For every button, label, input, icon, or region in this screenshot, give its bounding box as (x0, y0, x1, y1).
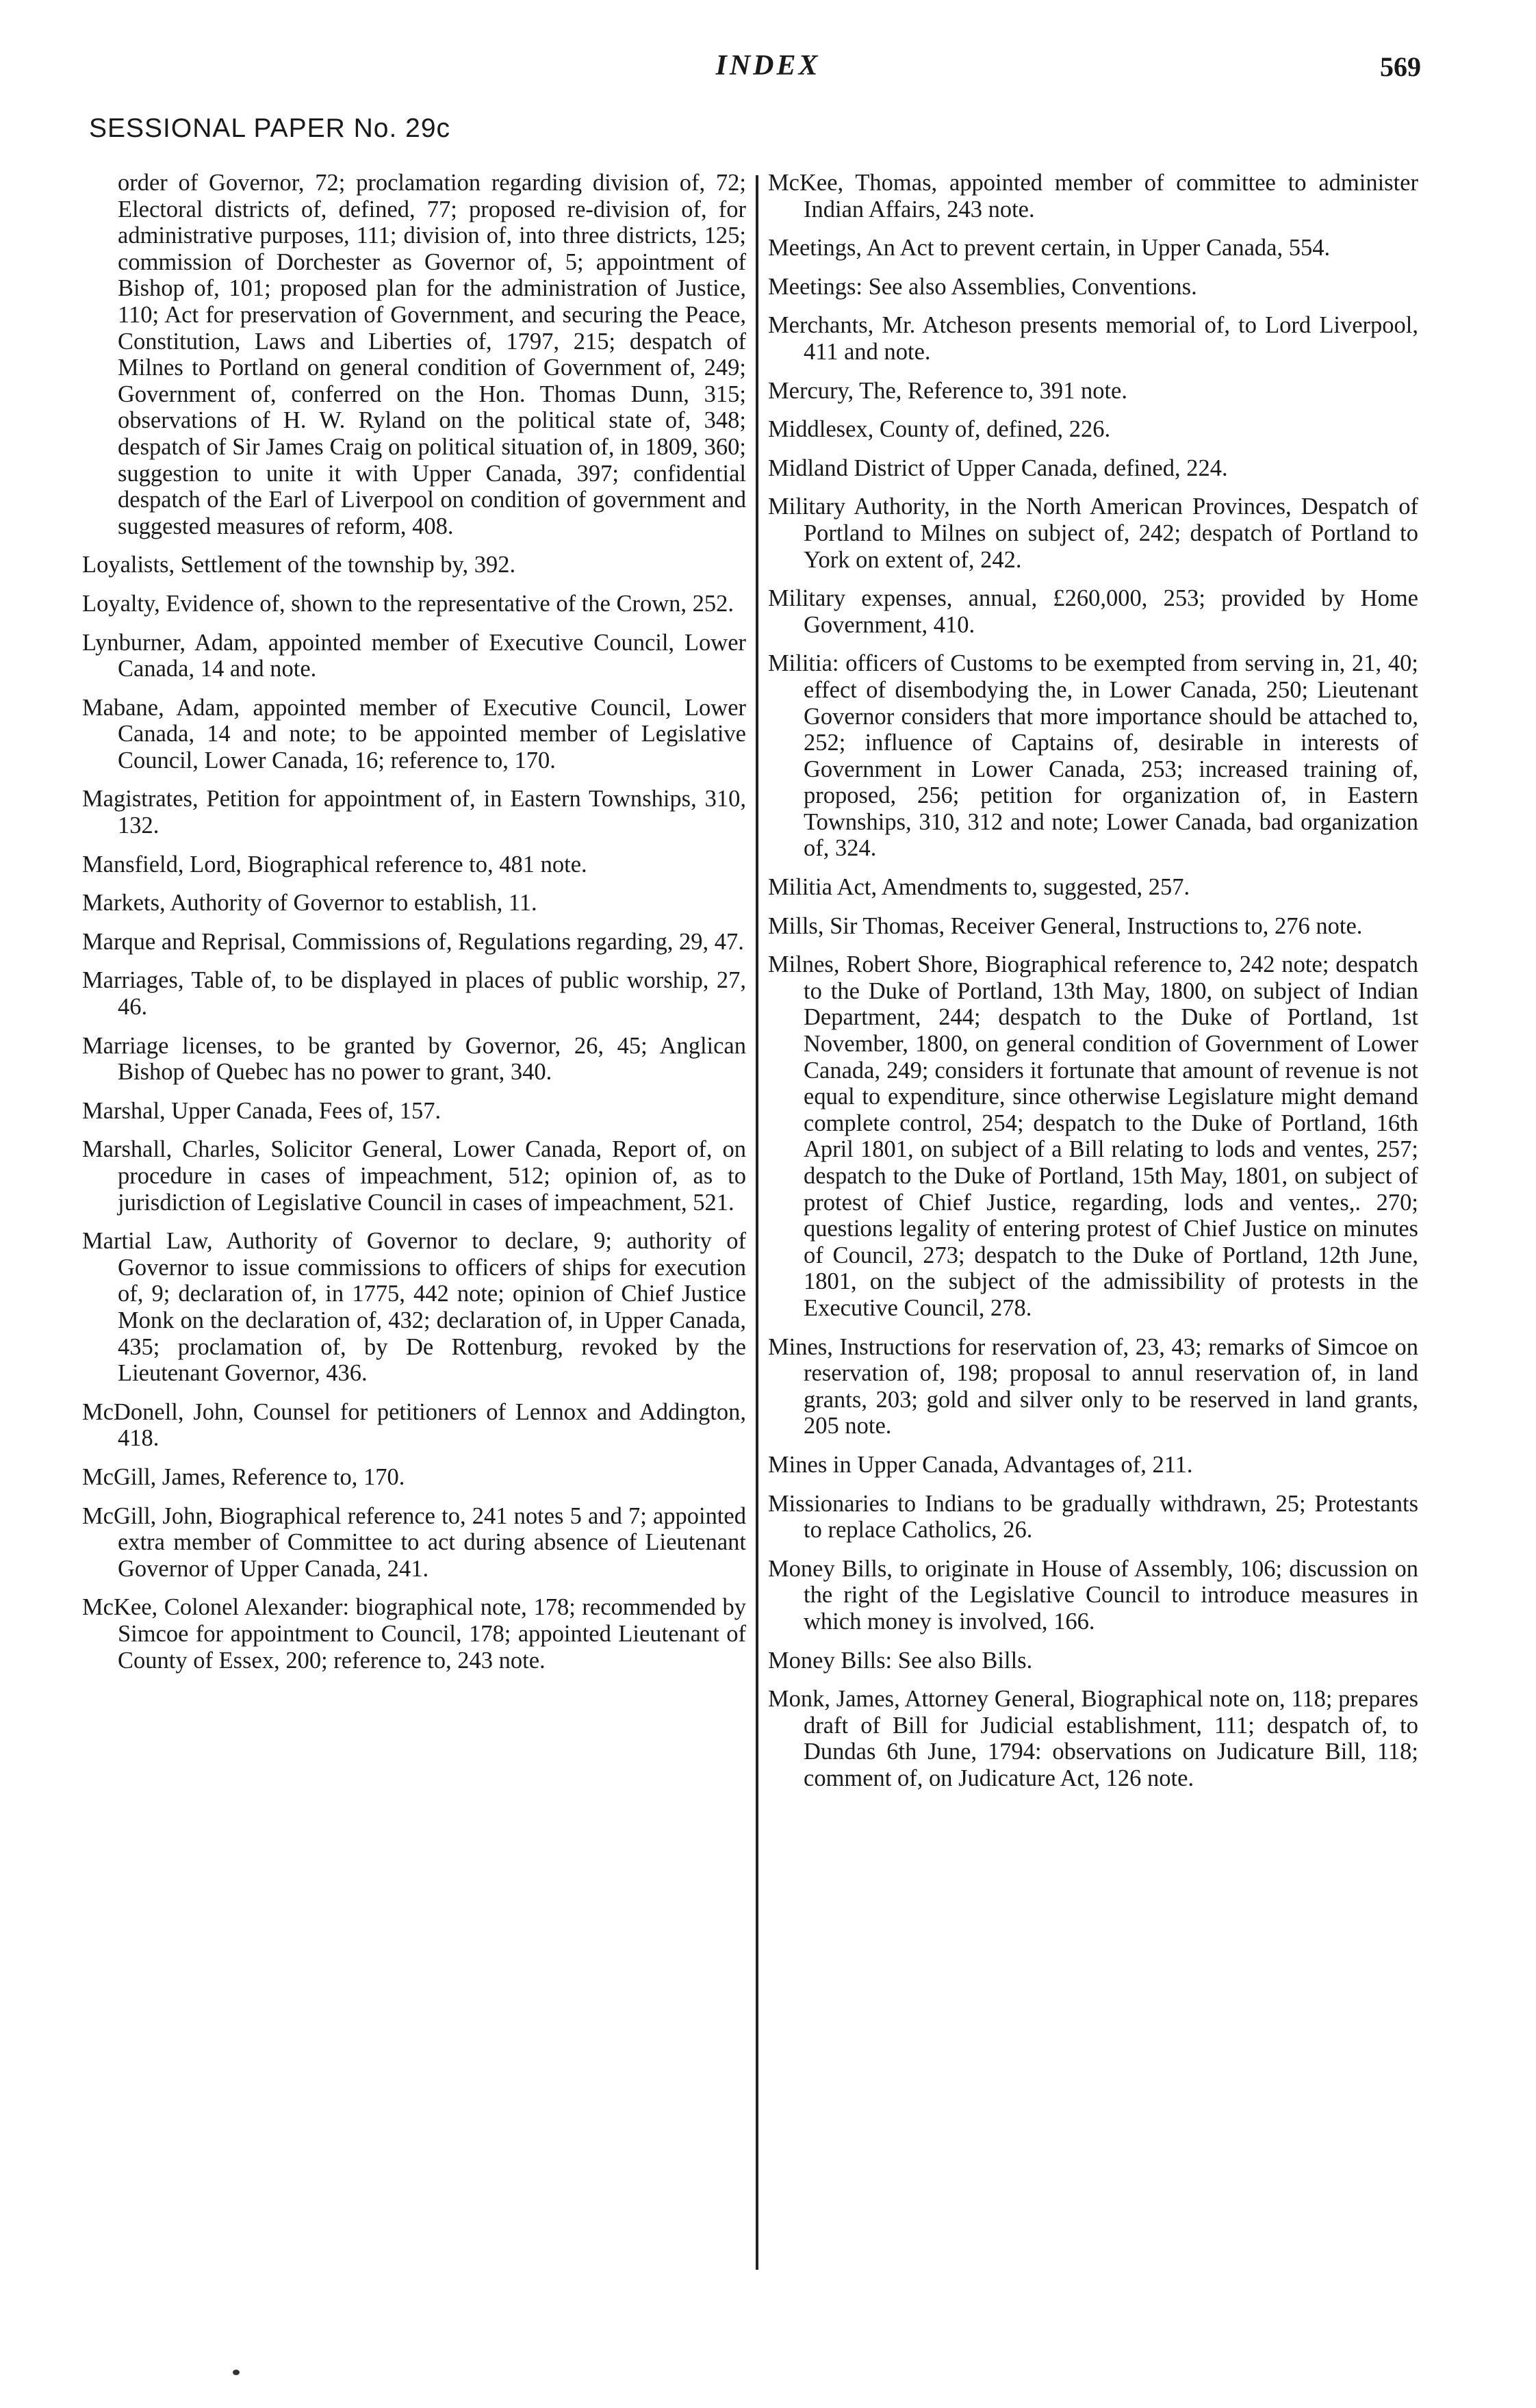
index-entry: Marriages, Table of, to be displayed in places of public worship, 27, 46. (82, 967, 746, 1021)
left-column (82, 170, 746, 1686)
index-entry: Military Authority, in the North American Provinces, Despatch of Portland to Milnes on subject of, 242; despatch of Portland to York on extent of, 242. (768, 494, 1418, 573)
index-entry: Military expenses, annual, £260,000, 253; provided by Home Government, 410. (768, 585, 1418, 638)
index-entry: Middlesex, County of, defined, 226. (768, 416, 1111, 443)
session-paper-label: SESSIONAL PAPER No. 29c (89, 114, 451, 143)
index-entry: McGill, James, Reference to, 170. (82, 1463, 405, 1490)
index-entry: Mansfield, Lord, Biographical reference to, 481 note. (82, 851, 587, 878)
index-entry: order of Governor, 72; proclamation regarding division of, 72; Electoral districts of, defined, 77; proposed re-division of, for administrative purposes, 111; division of, into three districts, 125; commission of Dorchester as Governor of, 5; appointment of Bishop of, 101; proposed plan for the administration of Justice, 110; Act for preservation of Government, and securing the Peace, Constitution, Laws and Liberties of, 1797, 215; despatch of Milnes to Portland on general condition of Government of, 249; Government of, conferred on the Hon. Thomas Dunn, 315; observations of H. W. Ryland on the political state of, 348; despatch of Sir James Craig on political situation of, in 1809, 360; suggestion to unite it with Upper Canada, 397; confidential despatch of the Earl of Liverpool on condition of government and suggested measures of reform, 408. (118, 170, 746, 539)
index-entry: Magistrates, Petition for appointment of, in Eastern Townships, 310, 132. (82, 786, 746, 839)
index-entry: Money Bills, to originate in House of Assembly, 106; discussion on the right of the Legislative Council to introduce measures in which money is involved, 166. (768, 1555, 1418, 1635)
index-entry: McDonell, John, Counsel for petitioners of Lennox and Addington, 418. (82, 1398, 746, 1452)
index-entry: Milnes, Robert Shore, Biographical reference to, 242 note; despatch to the Duke of Portland, 13th May, 1800, on subject of Indian Department, 244; despatch to the Duke of Portland, 1st November, 1800, on general condition of Government of Lower Canada, 249; considers it fortunate that amount of revenue is not equal to expenditure, since otherwise Legislature might demand complete control, 254; despatch to the Duke of Portland, 16th April 1801, on subject of a Bill relating to lods and ventes, 257; despatch to the Duke of Portland, 15th May, 1801, on subject of protest of Chief Justice, regarding, lods and ventes,. 270; questions legality of entering protest of Chief Justice on minutes of Council, 273; despatch to the Duke of Portland, 12th June, 1801, on the subject of the admissibility of protests in the Executive Council, 278. (768, 951, 1418, 1321)
ink-speck (233, 2370, 240, 2375)
index-entry: McGill, John, Biographical reference to, 241 notes 5 and 7; appointed extra member of Committee to act during absence of Lieutenant Governor of Upper Canada, 241. (82, 1502, 746, 1582)
index-entry: Mines in Upper Canada, Advantages of, 211. (768, 1451, 1193, 1478)
column-divider (756, 175, 758, 2270)
index-entry: Monk, James, Attorney General, Biographical note on, 118; prepares draft of Bill for Judicial establishment, 111; despatch of, to Dundas 6th June, 1794: observations on Judicature Bill, 118; comment of, on Judicature Act, 126 note. (768, 1686, 1418, 1791)
index-entry: Martial Law, Authority of Governor to declare, 9; authority of Governor to issue commissions to officers of ships for execution of, 9; declaration of, in 1775, 442 note; opinion of Chief Justice Monk on the declaration of, 432; declaration of, in Upper Canada, 435; proclamation of, by De Rottenburg, revoked by the Lieutenant Governor, 436. (82, 1228, 746, 1387)
page-title: INDEX (715, 50, 821, 81)
index-entry: Marshall, Charles, Solicitor General, Lower Canada, Report of, on procedure in cases of impeachment, 512; opinion of, as to jurisdiction of Legislative Council in cases of impeachment, 521. (82, 1136, 746, 1216)
index-entry: Money Bills: See also Bills. (768, 1647, 1033, 1674)
index-entry: Mills, Sir Thomas, Receiver General, Instructions to, 276 note. (768, 912, 1363, 939)
index-entry: Mabane, Adam, appointed member of Executive Council, Lower Canada, 14 and note; to be appointed member of Legislative Council, Lower Canada, 16; reference to, 170. (82, 694, 746, 773)
index-entry: Loyalty, Evidence of, shown to the representative of the Crown, 252. (82, 590, 734, 617)
index-entry: Meetings, An Act to prevent certain, in Upper Canada, 554. (768, 235, 1331, 261)
index-entry: Loyalists, Settlement of the township by, 392. (82, 552, 516, 578)
index-entry: Meetings: See also Assemblies, Conventions. (768, 273, 1197, 300)
index-entry: Mines, Instructions for reservation of, 23, 43; remarks of Simcoe on reservation of, 198; proposal to annul reservation of, in land grants, 203; gold and silver only to be reserved in land grants, 205 note. (768, 1333, 1418, 1439)
page-number: 569 (1380, 51, 1421, 82)
index-entry: Merchants, Mr. Atcheson presents memorial of, to Lord Liverpool, 411 and note. (768, 312, 1418, 365)
index-entry: Marque and Reprisal, Commissions of, Regulations regarding, 29, 47. (82, 928, 744, 955)
index-entry: Marshal, Upper Canada, Fees of, 157. (82, 1097, 441, 1124)
index-entry: McKee, Thomas, appointed member of committee to administer Indian Affairs, 243 note. (768, 170, 1418, 222)
index-entry: Militia: officers of Customs to be exempted from serving in, 21, 40; effect of disembodying the, in Lower Canada, 250; Lieutenant Governor considers that more importance should be attached to, 252; influence of Captains of, desirable in interests of Government in Lower Canada, 253; increased training of, proposed, 256; petition for organization of, in Eastern Townships, 310, 312 and note; Lower Canada, bad organization of, 324. (768, 650, 1418, 862)
index-entry: Markets, Authority of Governor to establish, 11. (82, 890, 537, 917)
index-entry: Militia Act, Amendments to, suggested, 257. (768, 874, 1190, 901)
index-entry: Marriage licenses, to be granted by Governor, 26, 45; Anglican Bishop of Quebec has no power to grant, 340. (82, 1032, 746, 1086)
index-entry: Midland District of Upper Canada, defined, 224. (768, 454, 1228, 481)
index-entry: McKee, Colonel Alexander: biographical note, 178; recommended by Simcoe for appointment to Council, 178; appointed Lieutenant of County of Essex, 200; reference to, 243 note. (82, 1594, 746, 1674)
index-entry: Missionaries to Indians to be gradually withdrawn, 25; Protestants to replace Catholics, 26. (768, 1490, 1418, 1544)
index-entry: Lynburner, Adam, appointed member of Executive Council, Lower Canada, 14 and note. (82, 629, 746, 682)
right-column (768, 170, 1418, 1804)
index-entry: Mercury, The, Reference to, 391 note. (768, 377, 1127, 404)
